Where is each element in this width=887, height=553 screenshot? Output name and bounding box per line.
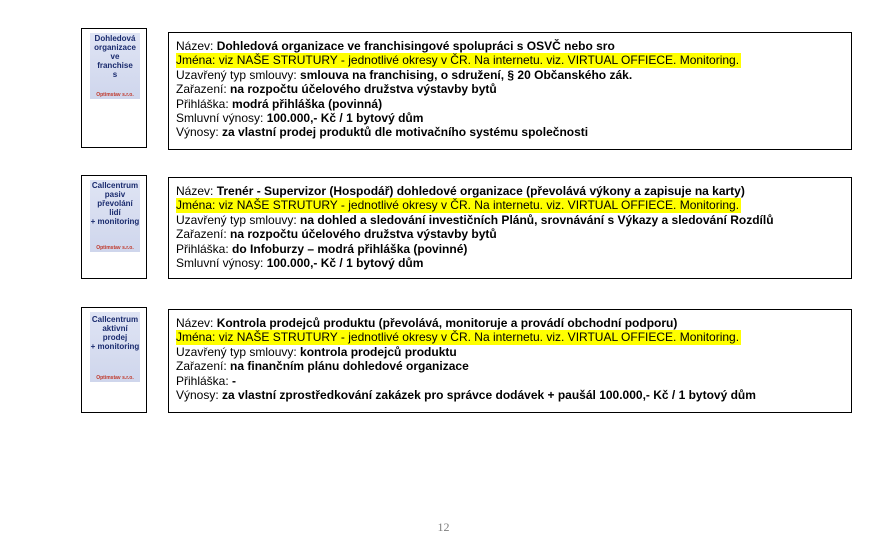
row-zarazeni: Zařazení: na finančním plánu dohledové organizace [176, 359, 469, 374]
page-number: 12 [437, 520, 450, 534]
row-nazev: Název: Trenér - Supervizor (Hospodář) dohledové organizace (převolává výkony a zapisuje na karty) [176, 184, 745, 198]
row-vynosy: Výnosy: za vlastní zprostředkování zakázek pro správce dodávek + paušál 100.000,- Kč / 1 bytový dům [176, 387, 756, 402]
row-zarazeni: Zařazení: na rozpočtu účelového družstva výstavby bytů [176, 82, 497, 97]
row-jmena: Jména: viz NAŠE STRUTURY - jednotlivé okresy v ČR. Na internetu. viz. VIRTUAL OFFIECE. Monitoring. [176, 198, 740, 213]
row-nazev: Název: Kontrola prodejců produktu (převolává, monitoruje a provádí obchodní podporu) [176, 316, 678, 330]
row-smlouva: Uzavřený typ smlouvy: kontrola prodejců produktu [176, 344, 457, 359]
thumbnail-image-3 [90, 312, 140, 382]
thumbnail-label: Callcentrum aktivní prodej + monitoring [90, 315, 140, 351]
info-card-2 [168, 177, 852, 279]
row-prihlaska: Přihláška: - [176, 373, 237, 388]
row-smluvni-vynosy: Smluvní výnosy: 100.000,- Kč / 1 bytový dům [176, 110, 424, 125]
thumbnail-brand: Optimstav s.r.o. [96, 245, 134, 251]
info-card-3 [168, 309, 852, 413]
row-zarazeni: Zařazení: na rozpočtu účelového družstva výstavby bytů [176, 227, 497, 242]
thumbnail-image-1 [90, 33, 140, 99]
row-nazev: Název: Dohledová organizace ve franchisingové spolupráci s OSVČ nebo sro [176, 39, 615, 53]
thumbnail-frame-2 [81, 175, 147, 279]
thumbnail-label: Dohledová organizace ve franchise s [94, 34, 136, 79]
row-smlouva: Uzavřený typ smlouvy: na dohled a sledování investičních Plánů, srovnávání s Výkazy a sledování Rozdílů [176, 212, 774, 227]
row-smluvni-vynosy: Smluvní výnosy: 100.000,- Kč / 1 bytový dům [176, 255, 424, 270]
row-vynosy: Výnosy: za vlastní prodej produktů dle motivačního systému společnosti [176, 125, 589, 140]
thumbnail-brand: Optimstav s.r.o. [96, 92, 134, 98]
thumbnail-brand: Optimstav s.r.o. [96, 375, 134, 381]
row-jmena: Jména: viz NAŠE STRUTURY - jednotlivé okresy v ČR. Na internetu. viz. VIRTUAL OFFIECE. Monitoring. [176, 330, 740, 345]
thumbnail-label: Callcentrum pasiv převolání lidí + monitoring [90, 181, 140, 226]
thumbnail-frame-1 [81, 28, 147, 148]
thumbnail-frame-3 [81, 307, 147, 413]
row-smlouva: Uzavřený typ smlouvy: smlouva na franchising, o sdružení, § 20 Občanského zák. [176, 67, 633, 82]
row-jmena: Jména: viz NAŠE STRUTURY - jednotlivé okresy v ČR. Na internetu. viz. VIRTUAL OFFIECE. Monitoring. [176, 53, 740, 68]
row-prihlaska: Přihláška: do Infoburzy – modrá přihláška (povinné) [176, 241, 468, 256]
info-card-1 [168, 32, 852, 150]
thumbnail-image-2 [90, 180, 140, 252]
row-prihlaska: Přihláška: modrá přihláška (povinná) [176, 96, 383, 111]
